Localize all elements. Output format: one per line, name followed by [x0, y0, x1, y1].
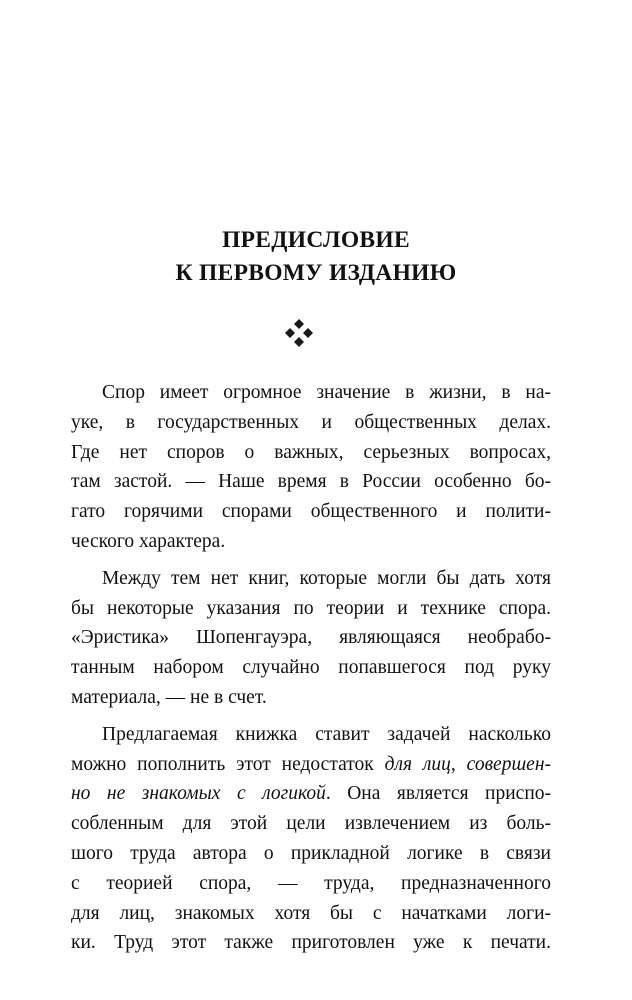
text-line: Предлагаемая книжка ставит задачей насколько: [102, 723, 551, 745]
text-line: ческого характера.: [71, 530, 226, 552]
text-line: для лиц, знакомых хотя бы с начатками логи-: [71, 902, 551, 924]
text-line: шого труда автора о прикладной логике в связи: [71, 842, 551, 864]
text-segment: можно пополнить этот недостаток: [71, 753, 385, 775]
text-line: Спор имеет огромное значение в жизни, в на-: [102, 382, 551, 403]
paragraph-2: [71, 564, 551, 713]
paragraph-1: [71, 378, 551, 557]
text-line: Между тем нет книг, которые могли бы дать хотя: [102, 567, 551, 589]
four-diamond-ornament-icon: [284, 318, 314, 348]
text-line: танным набором случайно попавшегося под руку: [71, 657, 551, 679]
paragraph-3: [71, 720, 551, 958]
text-line: [71, 750, 551, 780]
text-line: Где нет споров о важных, серьезных вопросах,: [71, 441, 551, 463]
text-line: ки. Труд этот также приготовлен уже к печати.: [71, 932, 551, 954]
text-line: бы некоторые указания по теории и технике спора.: [71, 597, 551, 619]
text-line: собленным для этой цели извлечением из боль-: [71, 813, 551, 835]
body-text: [71, 378, 551, 965]
text-line: там застой. — Наше время в России особенно бо-: [71, 471, 551, 493]
text-line: гато горячими спорами общественного и полити-: [71, 501, 551, 523]
chapter-title-line-1: ПРЕДИСЛОВИЕ: [222, 227, 410, 253]
chapter-title: [0, 224, 632, 290]
text-line: уке, в государственных и общественных делах.: [71, 411, 551, 433]
text-line: [71, 779, 551, 809]
italic-emphasis: для лиц, совершен-: [384, 753, 551, 775]
chapter-title-line-2: К ПЕРВОМУ ИЗДАНИЮ: [175, 260, 457, 286]
text-line: «Эристика» Шопенгауэра, являющаяся необрабо-: [71, 627, 551, 649]
text-line: с теорией спора, — труда, предназначенного: [71, 872, 551, 894]
text-line: материала, — не в счет.: [71, 686, 267, 708]
text-segment: . Она является приспо-: [325, 783, 551, 805]
italic-emphasis: но не знакомых с логикой: [71, 783, 326, 805]
